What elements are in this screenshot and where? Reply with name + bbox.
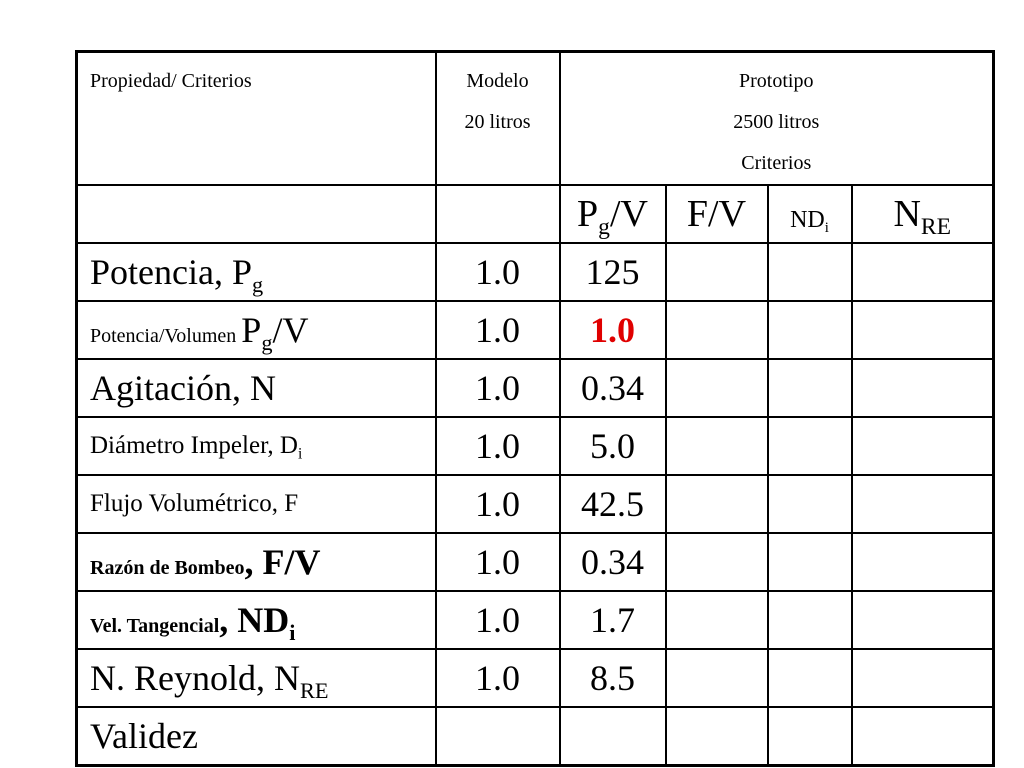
empty-cell [852, 591, 994, 649]
empty-cell [768, 591, 852, 649]
model-value: 1.0 [436, 359, 560, 417]
model-value: 1.0 [436, 417, 560, 475]
model-value: 1.0 [436, 301, 560, 359]
model-volume: 20 litros [464, 111, 531, 133]
empty-cell [768, 707, 852, 765]
table-row [77, 359, 994, 417]
criteria-blank-cell [436, 185, 560, 243]
empty-cell [768, 301, 852, 359]
criteria-row [77, 185, 994, 243]
empty-cell [768, 649, 852, 707]
table-row [77, 301, 994, 359]
criteria-nre: $N_{RE}$ [852, 185, 994, 243]
row-label: Potencia/Volumen $P_g/V$ [77, 301, 436, 359]
model-value: 1.0 [436, 475, 560, 533]
prototype-value: 125 [560, 243, 666, 301]
empty-cell [666, 301, 768, 359]
prototype-volume: 2500 litros [733, 111, 820, 133]
model-value [436, 707, 560, 765]
empty-cell [852, 359, 994, 417]
table-row [77, 243, 994, 301]
header-row [77, 52, 994, 186]
row-label: Diámetro Impeler, $D_i$ [77, 417, 436, 475]
model-header [436, 52, 560, 186]
model-value: 1.0 [436, 533, 560, 591]
model-value: 1.0 [436, 591, 560, 649]
table-row [77, 475, 994, 533]
empty-cell [852, 417, 994, 475]
empty-cell [768, 417, 852, 475]
criteria-f-v: F/V [666, 185, 768, 243]
row-label: Potencia, $P_g$ [77, 243, 436, 301]
prototype-value: 0.34 [560, 359, 666, 417]
empty-cell [666, 417, 768, 475]
row-label: Razón de Bombeo, F/V [77, 533, 436, 591]
empty-cell [666, 475, 768, 533]
criteria-blank-cell [77, 185, 436, 243]
scale-up-criteria-table [75, 50, 995, 767]
empty-cell [666, 243, 768, 301]
prototype-value: 42.5 [560, 475, 666, 533]
prototype-value: 8.5 [560, 649, 666, 707]
prototype-value [560, 707, 666, 765]
table-row [77, 417, 994, 475]
empty-cell [852, 301, 994, 359]
empty-cell [852, 649, 994, 707]
row-label: Flujo Volumétrico, F [77, 475, 436, 533]
row-label: N. Reynold, $N_{RE}$ [77, 649, 436, 707]
empty-cell [768, 243, 852, 301]
model-value: 1.0 [436, 649, 560, 707]
criteria-ndi: $ND_i$ [768, 185, 852, 243]
property-criteria-label: Propiedad/ Criterios [90, 70, 252, 92]
empty-cell [666, 359, 768, 417]
table-row [77, 649, 994, 707]
prototype-value: 0.34 [560, 533, 666, 591]
empty-cell [666, 649, 768, 707]
model-title: Modelo [466, 70, 529, 92]
empty-cell [666, 591, 768, 649]
row-label: Vel. Tangencial, $ND_i$ [77, 591, 436, 649]
prototype-header [560, 52, 994, 186]
model-value: 1.0 [436, 243, 560, 301]
empty-cell [768, 475, 852, 533]
empty-cell [768, 533, 852, 591]
empty-cell [768, 359, 852, 417]
table-row [77, 707, 994, 765]
empty-cell [852, 243, 994, 301]
row-label: Agitación, N [77, 359, 436, 417]
prototype-criteria-label: Criterios [741, 152, 812, 174]
prototype-value: 1.7 [560, 591, 666, 649]
empty-cell [852, 707, 994, 765]
prototype-title: Prototipo [739, 70, 814, 92]
property-criteria-header [77, 52, 436, 186]
empty-cell [852, 533, 994, 591]
criteria-pg-v: $P_g/V$ [560, 185, 666, 243]
empty-cell [666, 533, 768, 591]
prototype-value: 5.0 [560, 417, 666, 475]
table-row [77, 591, 994, 649]
row-label: Validez [77, 707, 436, 765]
empty-cell [852, 475, 994, 533]
table-row [77, 533, 994, 591]
prototype-value-highlighted: 1.0 [560, 301, 666, 359]
empty-cell [666, 707, 768, 765]
